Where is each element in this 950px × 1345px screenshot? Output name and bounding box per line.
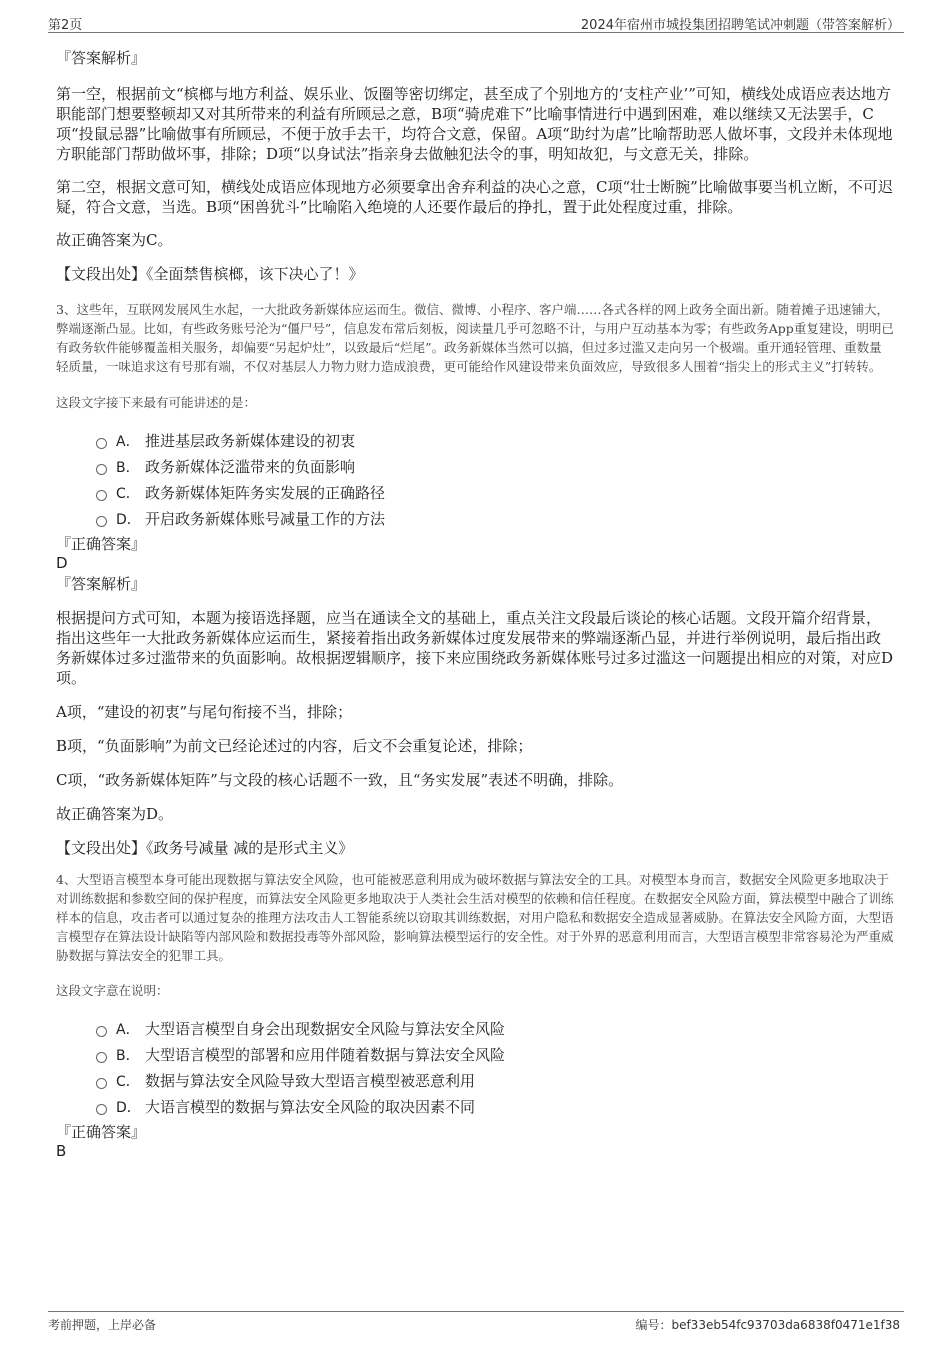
q3-option-c[interactable]: C． 政务新媒体矩阵务实发展的正确路径 [56, 482, 894, 508]
q3-analysis: 根据提问方式可知，本题为接语选择题，应当在通读全文的基础上，重点关注文段最后谈论的核心话题。文段开篇介绍背景，指出这些年一大批政务新媒体应运而生，紧接着指出政务新媒体过度发展带来的弊端逐渐凸显，并进行举例说明，最后指出政务新媒体过多过滥带来的负面影响。故根据逻辑顺序，接下来应围绕政务新媒体账号过多过滥这一问题提出相应的对策，对应D项。 [56, 609, 894, 687]
q3-options [56, 430, 894, 534]
q2-source: 【文段出处】《全面禁售槟榔，该下决心了！》 [56, 265, 364, 283]
radio-icon[interactable] [96, 464, 107, 475]
q4-options [56, 1018, 894, 1122]
q2-analysis-p1: 第一空，根据前文“槟榔与地方利益、娱乐业、饭圈等密切绑定，甚至成了个别地方的‘支柱产业’”可知，横线处成语应表达地方职能部门想要整顿却又对其所带来的利益有所顾忌之意，B项“骑虎难下”比喻事情进行中遇到困难，难以继续又无法罢手，C项“投鼠忌器”比喻做事有所顾忌，不便于放手去干，均符合文意，保留。A项“助纣为虐”比喻帮助恶人做坏事，文段并未体现地方职能部门帮助做坏事，排除；D项“以身试法”指亲身去做触犯法令的事，明知故犯，与文意无关，排除。 [56, 85, 893, 163]
q3-conclusion: 故正确答案为D。 [56, 805, 174, 823]
page-header [48, 12, 904, 33]
page-number: 第2页 [48, 18, 83, 33]
document-title: 2024年宿州市城投集团招聘笔试冲刺题（带答案解析） [580, 18, 900, 33]
document-id: 编号：bef33eb54fc93703da6838f0471e1f38 [635, 1318, 900, 1332]
q4-stem: 4、大型语言模型本身可能出现数据与算法安全风险，也可能被恶意利用成为破坏数据与算法安全的工具。对模型本身而言，数据安全风险更多地取决于对训练数据和参数空间的保护程度，而算法安全风险更多地取决于人类社会生活对模型的依赖和信任程度。在数据安全风险方面，算法模型中融合了训练样本的信息，攻击者可以通过复杂的推理方法攻击人工智能系统以窃取其训练数据，对用户隐私和数据安全造成显著威胁。在算法安全风险方面，大型语言模型存在算法设计缺陷等内部风险和数据投毒等外部风险，影响算法模型运行的安全性。对于外界的恶意利用而言，大型语言模型非常容易沦为严重威胁数据与算法安全的犯罪工具。 [56, 872, 894, 963]
radio-icon[interactable] [96, 490, 107, 501]
q4-option-d[interactable]: D． 大语言模型的数据与算法安全风险的取决因素不同 [56, 1096, 894, 1122]
q3-note-c: C项，“政务新媒体矩阵”与文段的核心话题不一致，且“务实发展”表述不明确，排除。 [56, 771, 624, 789]
q4-option-a[interactable]: A． 大型语言模型自身会出现数据安全风险与算法安全风险 [56, 1018, 894, 1044]
q4-prompt: 这段文字意在说明： [56, 983, 169, 998]
q3-source: 【文段出处】《政务号减量 减的是形式主义》 [56, 839, 354, 857]
radio-icon[interactable] [96, 1052, 107, 1063]
page-footer [48, 1311, 904, 1340]
q4-option-b[interactable]: B． 大型语言模型的部署和应用伴随着数据与算法安全风险 [56, 1044, 894, 1070]
radio-icon[interactable] [96, 1026, 107, 1037]
q3-option-a[interactable]: A． 推进基层政务新媒体建设的初衷 [56, 430, 894, 456]
radio-icon[interactable] [96, 1104, 107, 1115]
q3-note-a: A项，“建设的初衷”与尾句衔接不当，排除； [56, 703, 353, 721]
q3-answer-label: 『正确答案』 [56, 535, 147, 553]
q3-option-d[interactable]: D． 开启政务新媒体账号减量工作的方法 [56, 508, 894, 534]
radio-icon[interactable] [96, 516, 107, 527]
q2-conclusion: 故正确答案为C。 [56, 231, 173, 249]
q4-answer: B [56, 1142, 67, 1160]
q2-analysis-label: 『答案解析』 [56, 49, 147, 67]
q3-analysis-label: 『答案解析』 [56, 575, 147, 593]
q3-stem: 3、这些年，互联网发展风生水起，一大批政务新媒体应运而生。微信、微博、小程序、客户端……各式各样的网上政务全面出新。随着摊子迅速铺大，弊端逐渐凸显。比如，有些政务账号沦为“僵尸号”，信息发布常后刻板，阅读量几乎可忽略不计，与用户互动基本为零；有些政务App重复建设，明明已有政务软件能够覆盖相关服务，却偏要“另起炉灶”，以致最后“烂尾”。政务新媒体当然可以搞，但过多过滥又走向另一个极端。重开通轻管理、重数量轻质量，一味追求这有号那有端，不仅对基层人力物力财力造成浪费，更可能给作风建设带来负面效应，导致很多人围着“指尖上的形式主义”打转转。 [56, 302, 894, 374]
q3-option-b[interactable]: B． 政务新媒体泛滥带来的负面影响 [56, 456, 894, 482]
q3-note-b: B项，“负面影响”为前文已经论述过的内容，后文不会重复论述，排除； [56, 737, 533, 755]
q4-answer-label: 『正确答案』 [56, 1123, 147, 1141]
q3-prompt: 这段文字接下来最有可能讲述的是： [56, 395, 257, 410]
footer-slogan: 考前押题，上岸必备 [48, 1318, 157, 1332]
q3-answer: D [56, 554, 68, 572]
q4-option-c[interactable]: C． 数据与算法安全风险导致大型语言模型被恶意利用 [56, 1070, 894, 1096]
main-content [56, 44, 894, 1160]
radio-icon[interactable] [96, 1078, 107, 1089]
q2-analysis-p2: 第二空，根据文意可知，横线处成语应体现地方必须要拿出舍弃利益的决心之意，C项“壮士断腕”比喻做事要当机立断，不可迟疑，符合文意，当选。B项“困兽犹斗”比喻陷入绝境的人还要作最后的挣扎，置于此处程度过重，排除。 [56, 178, 893, 216]
radio-icon[interactable] [96, 438, 107, 449]
